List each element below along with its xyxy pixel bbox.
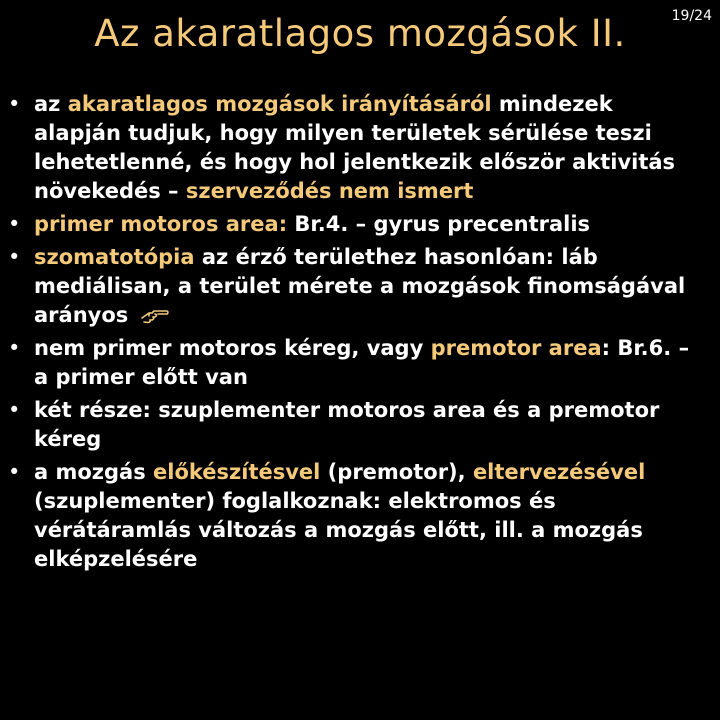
- pointing-finger-icon: [140, 304, 170, 324]
- bullet-marker: •: [8, 212, 21, 236]
- bullet-text: az érző területhez hasonlóan: láb mediálisan, a terület mérete a mozgások finomságával arányos: [34, 245, 686, 327]
- bullet-item-4: [0, 334, 700, 392]
- bullet-highlight: primer motoros area:: [34, 212, 288, 236]
- bullet-item-2: [0, 210, 700, 239]
- bullet-text: mindezek alapján tudjuk, hogy milyen területek sérülése teszi lehetetlenné, és hogy hol jelentkezik először aktivitás növekedés –: [34, 92, 676, 203]
- bullet-marker: •: [8, 460, 21, 484]
- bullet-marker: •: [8, 92, 21, 116]
- bullet-item-1: [0, 90, 700, 206]
- bullet-text: nem primer motoros kéreg, vagy: [34, 336, 431, 360]
- bullet-text: az: [34, 92, 68, 116]
- bullet-marker: •: [8, 245, 21, 269]
- bullet-highlight: premotor area: [430, 336, 602, 360]
- bullet-highlight: szerveződés nem ismert: [185, 179, 474, 203]
- bullet-highlight: akaratlagos mozgások irányításáról: [67, 92, 492, 116]
- bullet-list: [0, 90, 700, 578]
- bullet-highlight: szomatotópia: [34, 245, 195, 269]
- slide-title: Az akaratlagos mozgások II.: [94, 12, 626, 55]
- bullet-highlight: előkészítésvel: [153, 460, 321, 484]
- bullet-text: (szuplementer) foglalkoznak: elektromos és vérátáramlás változás a mozgás előtt, ill. a mozgás elképzelésére: [34, 489, 643, 571]
- bullet-text: (premotor),: [320, 460, 473, 484]
- bullet-text: : Br.6. – a primer előtt van: [34, 336, 690, 389]
- bullet-text: Br.4. – gyrus precentralis: [287, 212, 591, 236]
- bullet-marker: •: [8, 398, 21, 422]
- bullet-item-3: [0, 243, 700, 330]
- bullet-text: a mozgás: [34, 460, 154, 484]
- bullet-marker: •: [8, 336, 21, 360]
- bullet-item-5: [0, 396, 700, 454]
- bullet-text: két része: szuplementer motoros area és a premotor kéreg: [34, 398, 660, 451]
- bullet-item-6: [0, 458, 700, 574]
- bullet-highlight: eltervezésével: [472, 460, 646, 484]
- page-number: 19/24: [671, 8, 712, 24]
